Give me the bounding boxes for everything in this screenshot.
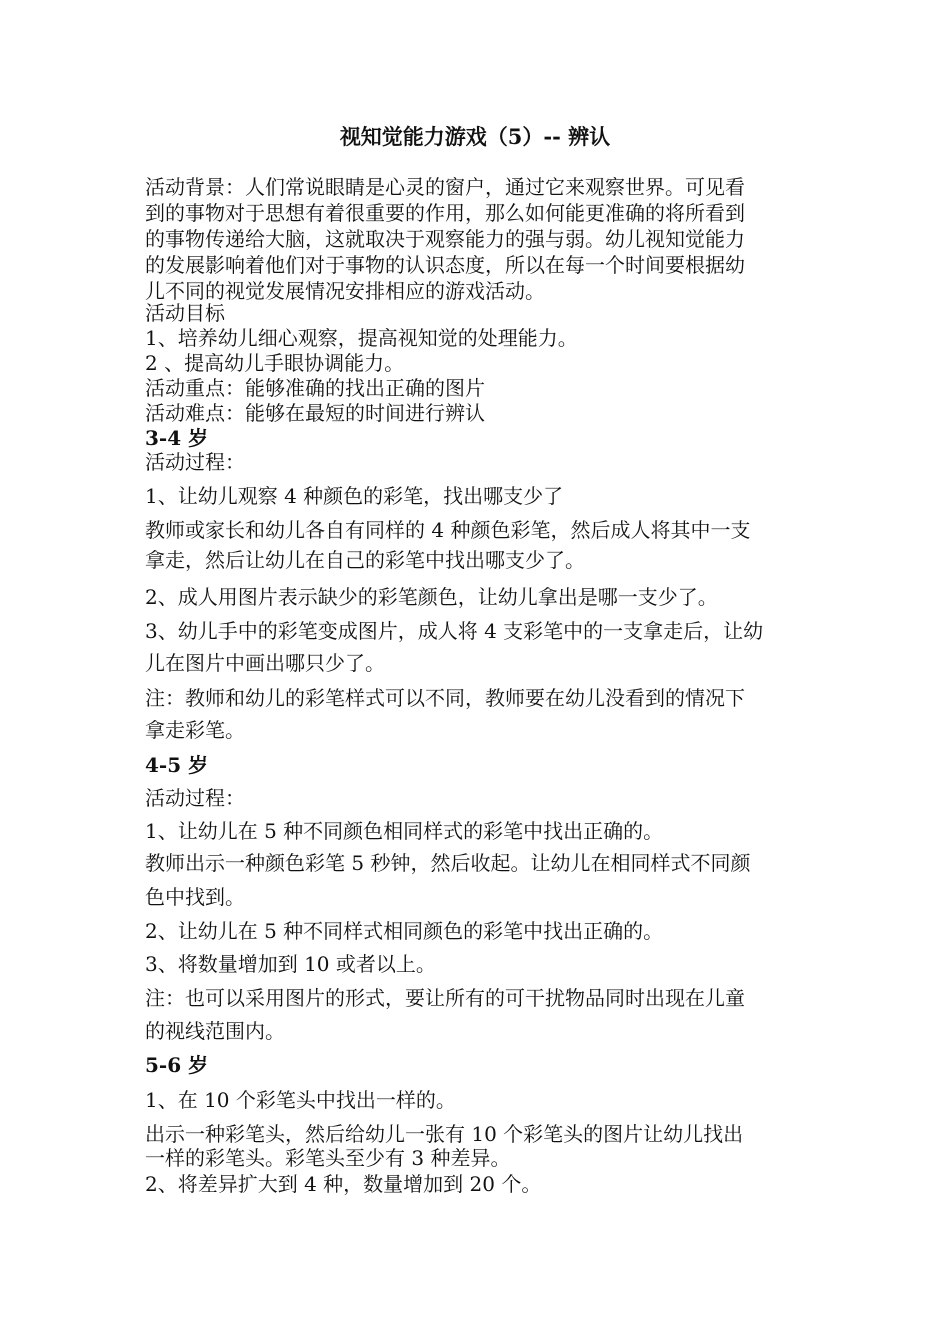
paragraph-line: 拿走彩笔。	[145, 718, 245, 742]
goal-item: 2 、提高幼儿手眼协调能力。	[145, 351, 405, 375]
section-heading-4-5: 4-5 岁	[145, 753, 209, 777]
background-line: 活动背景：人们常说眼睛是心灵的窗户，通过它来观察世界。可见看	[145, 175, 745, 199]
paragraph-line: 一样的彩笔头。彩笔头至少有 3 种差异。	[145, 1146, 511, 1170]
paragraph-line: 的视线范围内。	[145, 1019, 285, 1043]
goal-item: 1、培养幼儿细心观察，提高视知觉的处理能力。	[145, 326, 578, 350]
paragraph-line: 教师或家长和幼儿各自有同样的 4 种颜色彩笔，然后成人将其中一支	[145, 518, 751, 542]
paragraph-line: 注：教师和幼儿的彩笔样式可以不同，教师要在幼儿没看到的情况下	[145, 686, 745, 710]
paragraph-line: 2、让幼儿在 5 种不同样式相同颜色的彩笔中找出正确的。	[145, 919, 664, 943]
paragraph-line: 1、让幼儿在 5 种不同颜色相同样式的彩笔中找出正确的。	[145, 819, 664, 843]
paragraph-line: 注：也可以采用图片的形式，要让所有的可干扰物品同时出现在儿童	[145, 986, 745, 1010]
paragraph-line: 出示一种彩笔头，然后给幼儿一张有 10 个彩笔头的图片让幼儿找出	[145, 1122, 744, 1146]
paragraph-line: 色中找到。	[145, 885, 245, 909]
paragraph-line: 2、将差异扩大到 4 种，数量增加到 20 个。	[145, 1172, 542, 1196]
difficulty: 活动难点：能够在最短的时间进行辨认	[145, 401, 485, 425]
paragraph-line: 1、在 10 个彩笔头中找出一样的。	[145, 1088, 456, 1112]
paragraph-line: 教师出示一种颜色彩笔 5 秒钟，然后收起。让幼儿在相同样式不同颜	[145, 851, 751, 875]
paragraph-line: 3、将数量增加到 10 或者以上。	[145, 952, 436, 976]
background-line: 儿不同的视觉发展情况安排相应的游戏活动。	[145, 279, 545, 303]
key-point: 活动重点：能够准确的找出正确的图片	[145, 376, 485, 400]
background-line: 的发展影响着他们对于事物的认识态度，所以在每一个时间要根据幼	[145, 253, 745, 277]
background-line: 到的事物对于思想有着很重要的作用，那么如何能更准确的将所看到	[145, 201, 745, 225]
paragraph-line: 2、成人用图片表示缺少的彩笔颜色，让幼儿拿出是哪一支少了。	[145, 585, 718, 609]
paragraph-line: 1、让幼儿观察 4 种颜色的彩笔，找出哪支少了	[145, 484, 564, 508]
paragraph-line: 拿走，然后让幼儿在自己的彩笔中找出哪支少了。	[145, 548, 585, 572]
paragraph-line: 儿在图片中画出哪只少了。	[145, 651, 385, 675]
process-heading: 活动过程：	[145, 786, 245, 810]
background-line: 的事物传递给大脑，这就取决于观察能力的强与弱。幼儿视知觉能力	[145, 227, 745, 251]
process-heading: 活动过程：	[145, 450, 245, 474]
paragraph-line: 3、幼儿手中的彩笔变成图片，成人将 4 支彩笔中的一支拿走后，让幼	[145, 619, 764, 643]
section-heading-3-4: 3-4 岁	[145, 426, 209, 450]
goals-heading: 活动目标	[145, 301, 225, 325]
page-title: 视知觉能力游戏（5）-- 辨认	[339, 124, 611, 149]
section-heading-5-6: 5-6 岁	[145, 1053, 209, 1077]
